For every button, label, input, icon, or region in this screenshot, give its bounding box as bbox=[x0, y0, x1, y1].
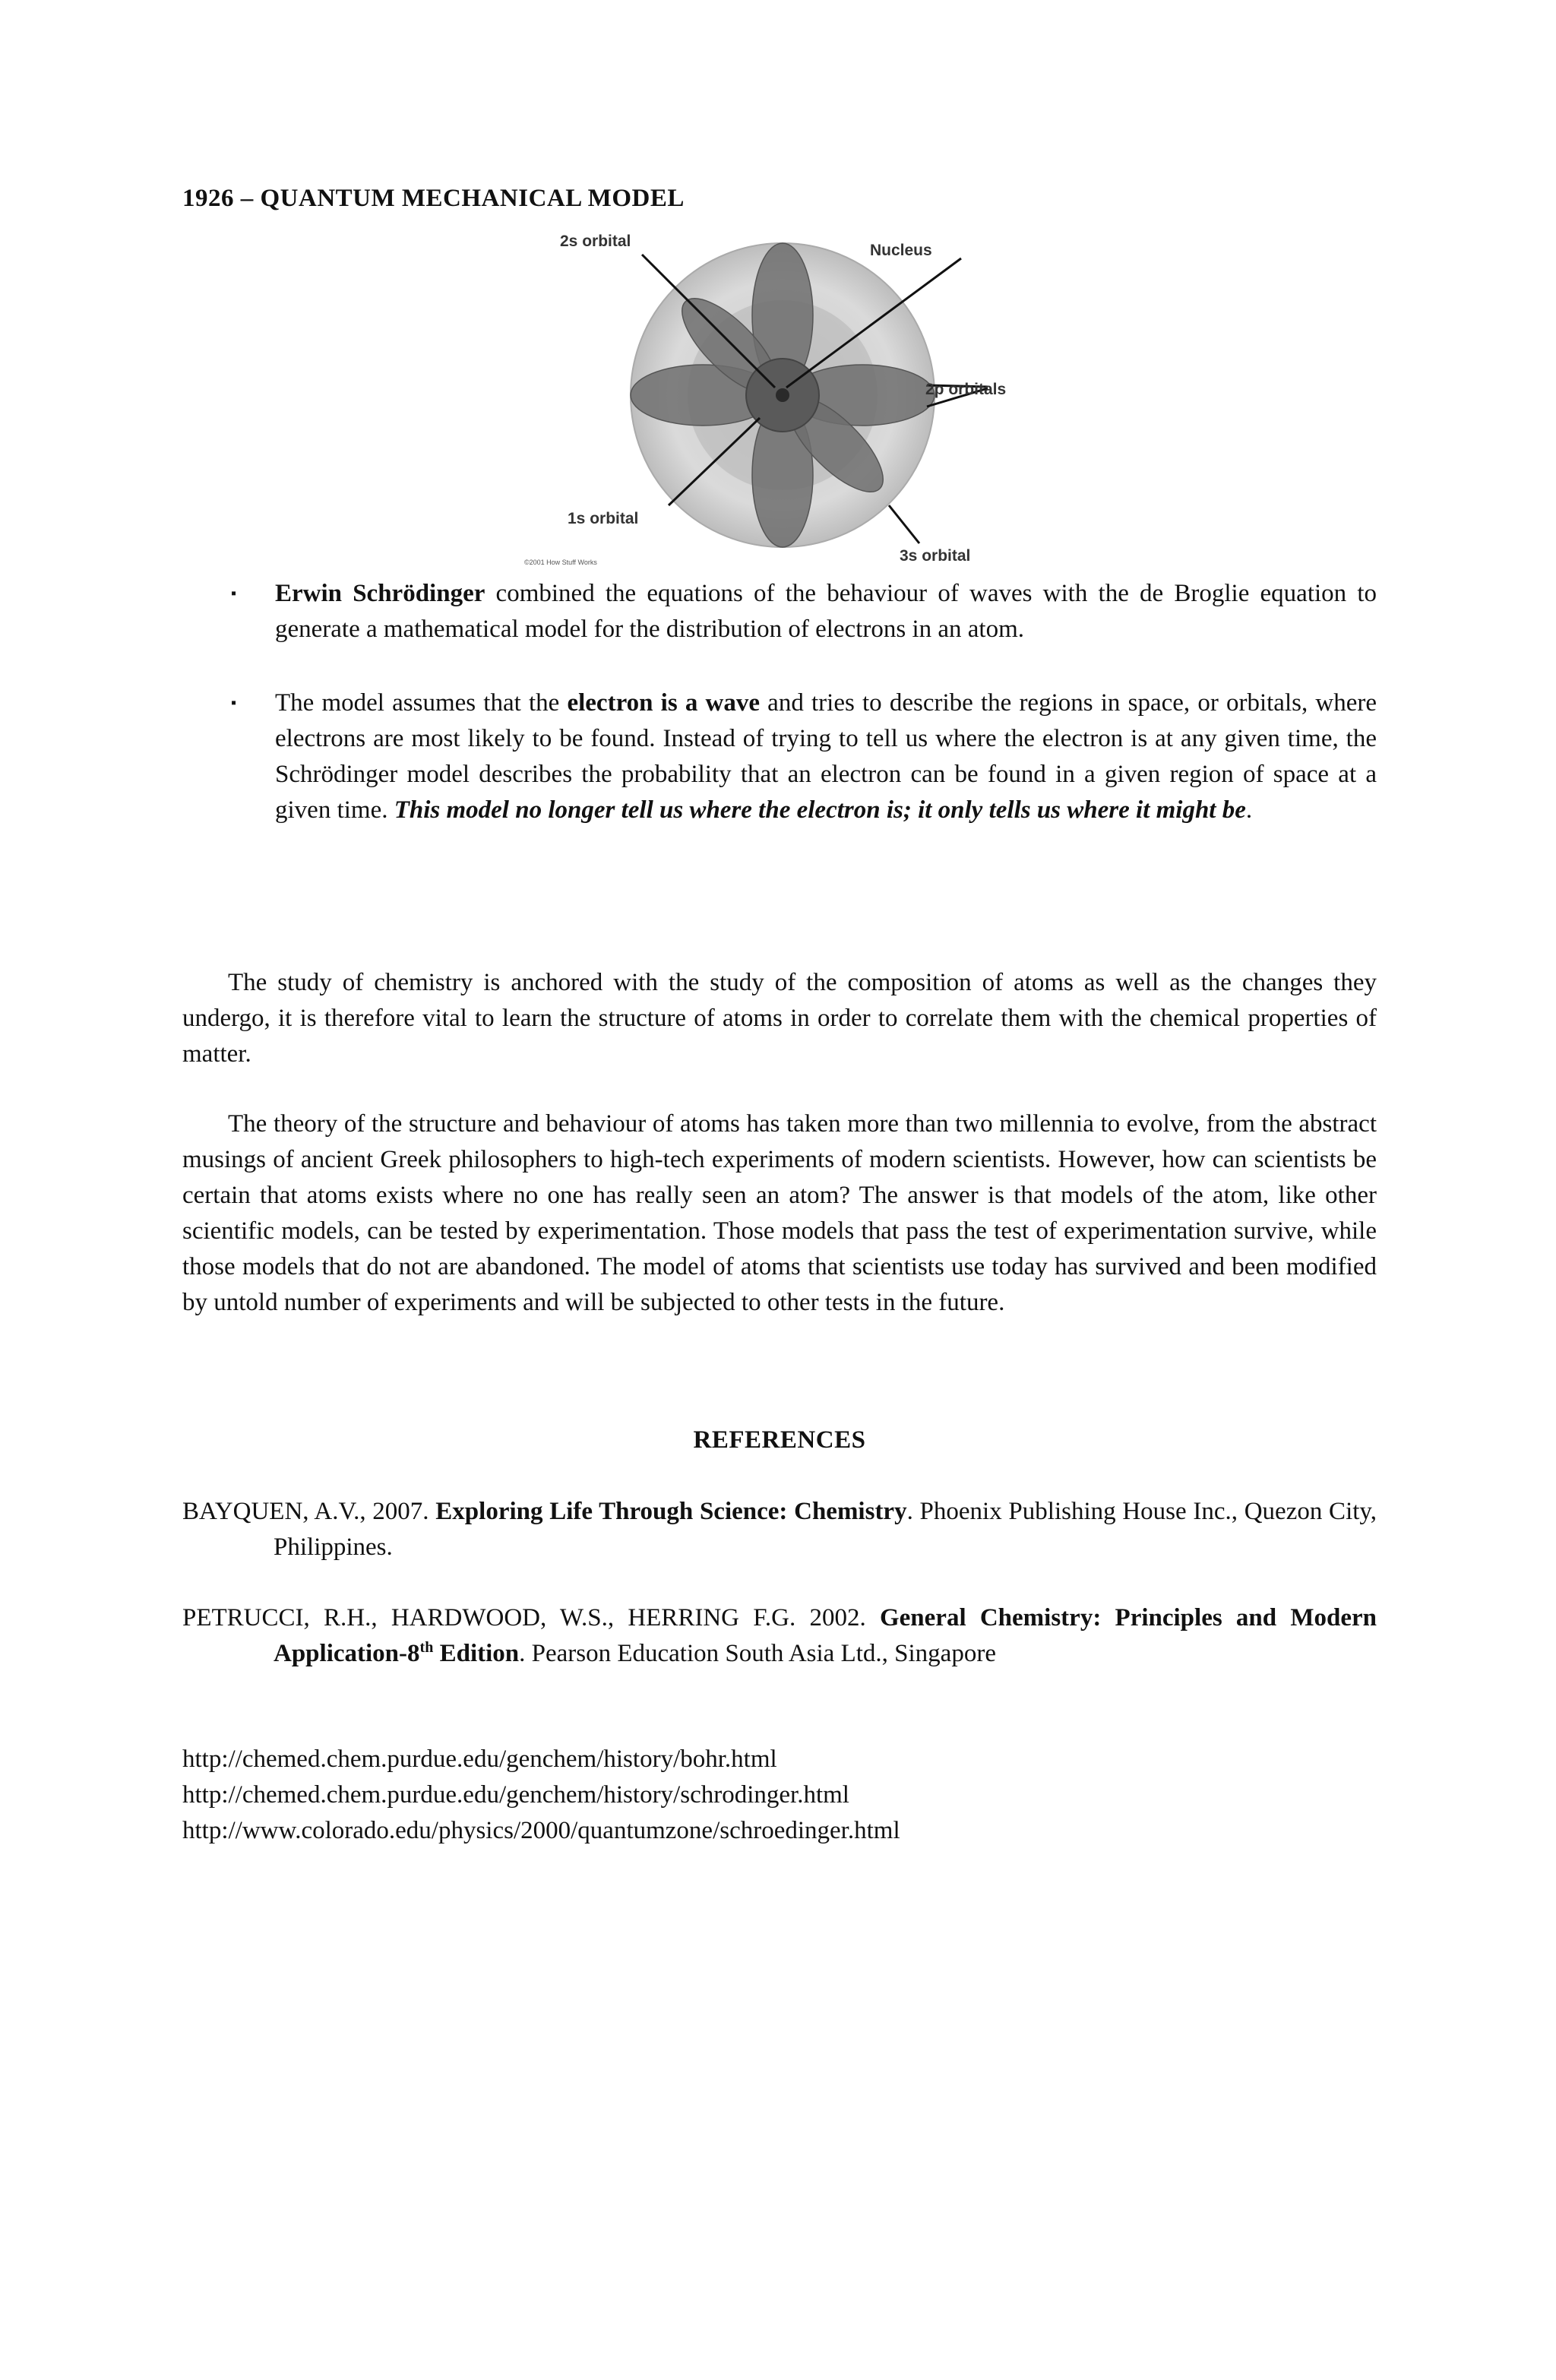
reference-title: Exploring Life Through Science: Chemistry bbox=[435, 1498, 907, 1525]
emphasis-italic: This model no longer tell us where the electron is; it only tells us where it might be bbox=[394, 796, 1246, 824]
image-credit: ©2001 How Stuff Works bbox=[524, 559, 597, 566]
reference-title: General Chemistry: Principles and Modern Application-8th Edition bbox=[274, 1604, 1377, 1667]
body-paragraph: The study of chemistry is anchored with the study of the composition of atoms as well as the changes they undergo, it is therefore vital to learn the structure of atoms in order to correlate them with the chemical properties of matter. bbox=[182, 969, 1377, 1068]
scientist-name: Erwin Schrödinger bbox=[275, 580, 485, 607]
bullet-item: The model assumes that the electron is a wave and tries to describe the regions in space, or orbitals, where electrons are most likely to be found. Instead of trying to tell us where the electron is at any given time, the Schrödinger model describes the probability that an electron can be found in a given region of space at a given time. This model no longer tell us where the electron is; it only tells us where it might be. bbox=[275, 689, 1377, 824]
section-heading: 1926 – QUANTUM MECHANICAL MODEL bbox=[182, 185, 685, 212]
bullet-marker: ▪ bbox=[231, 585, 237, 602]
bullet-marker: ▪ bbox=[231, 695, 237, 711]
label-2p: 2p orbitals bbox=[925, 381, 1007, 398]
reference-link[interactable]: http://chemed.chem.purdue.edu/genchem/history/bohr.html bbox=[182, 1745, 777, 1773]
label-nucleus: Nucleus bbox=[870, 242, 932, 259]
body-paragraph: The theory of the structure and behaviour of atoms has taken more than two millennia to evolve, from the abstract musings of ancient Greek philosophers to high-tech experiments of modern scientists. However, how can scientists be certain that atoms exists where no one has really seen an atom? The answer is that models of the atom, like other scientific models, can be tested by experimentation. Those models that pass the test of experimentation survive, while those models that do not are abandoned. The model of atoms that scientists use today has survived and been modified by untold number of experiments and will be subjected to other tests in the future. bbox=[182, 1110, 1377, 1316]
label-1s: 1s orbital bbox=[568, 510, 639, 527]
nucleus-dot bbox=[776, 388, 789, 402]
label-3s: 3s orbital bbox=[900, 547, 971, 565]
reference-entry: PETRUCCI, R.H., HARDWOOD, W.S., HERRING F.G. 2002. General Chemistry: Principles and Modern Application-8th Edition. Pearson Education South Asia Ltd., Singapore bbox=[182, 1604, 1377, 1667]
reference-link[interactable]: http://chemed.chem.purdue.edu/genchem/history/schrodinger.html bbox=[182, 1781, 849, 1809]
reference-entry: BAYQUEN, A.V., 2007. Exploring Life Through Science: Chemistry. Phoenix Publishing House Inc., Quezon City, Philippines. bbox=[182, 1498, 1377, 1561]
reference-link[interactable]: http://www.colorado.edu/physics/2000/quantumzone/schroedinger.html bbox=[182, 1817, 900, 1844]
references-heading: REFERENCES bbox=[693, 1426, 866, 1454]
orbital-diagram bbox=[524, 224, 1026, 574]
label-2s: 2s orbital bbox=[560, 233, 631, 250]
emphasis: electron is a wave bbox=[567, 689, 760, 717]
bullet-item: Erwin Schrödinger combined the equations of the behaviour of waves with the de Broglie equation to generate a mathematical model for the distribution of electrons in an atom. bbox=[275, 580, 1377, 643]
